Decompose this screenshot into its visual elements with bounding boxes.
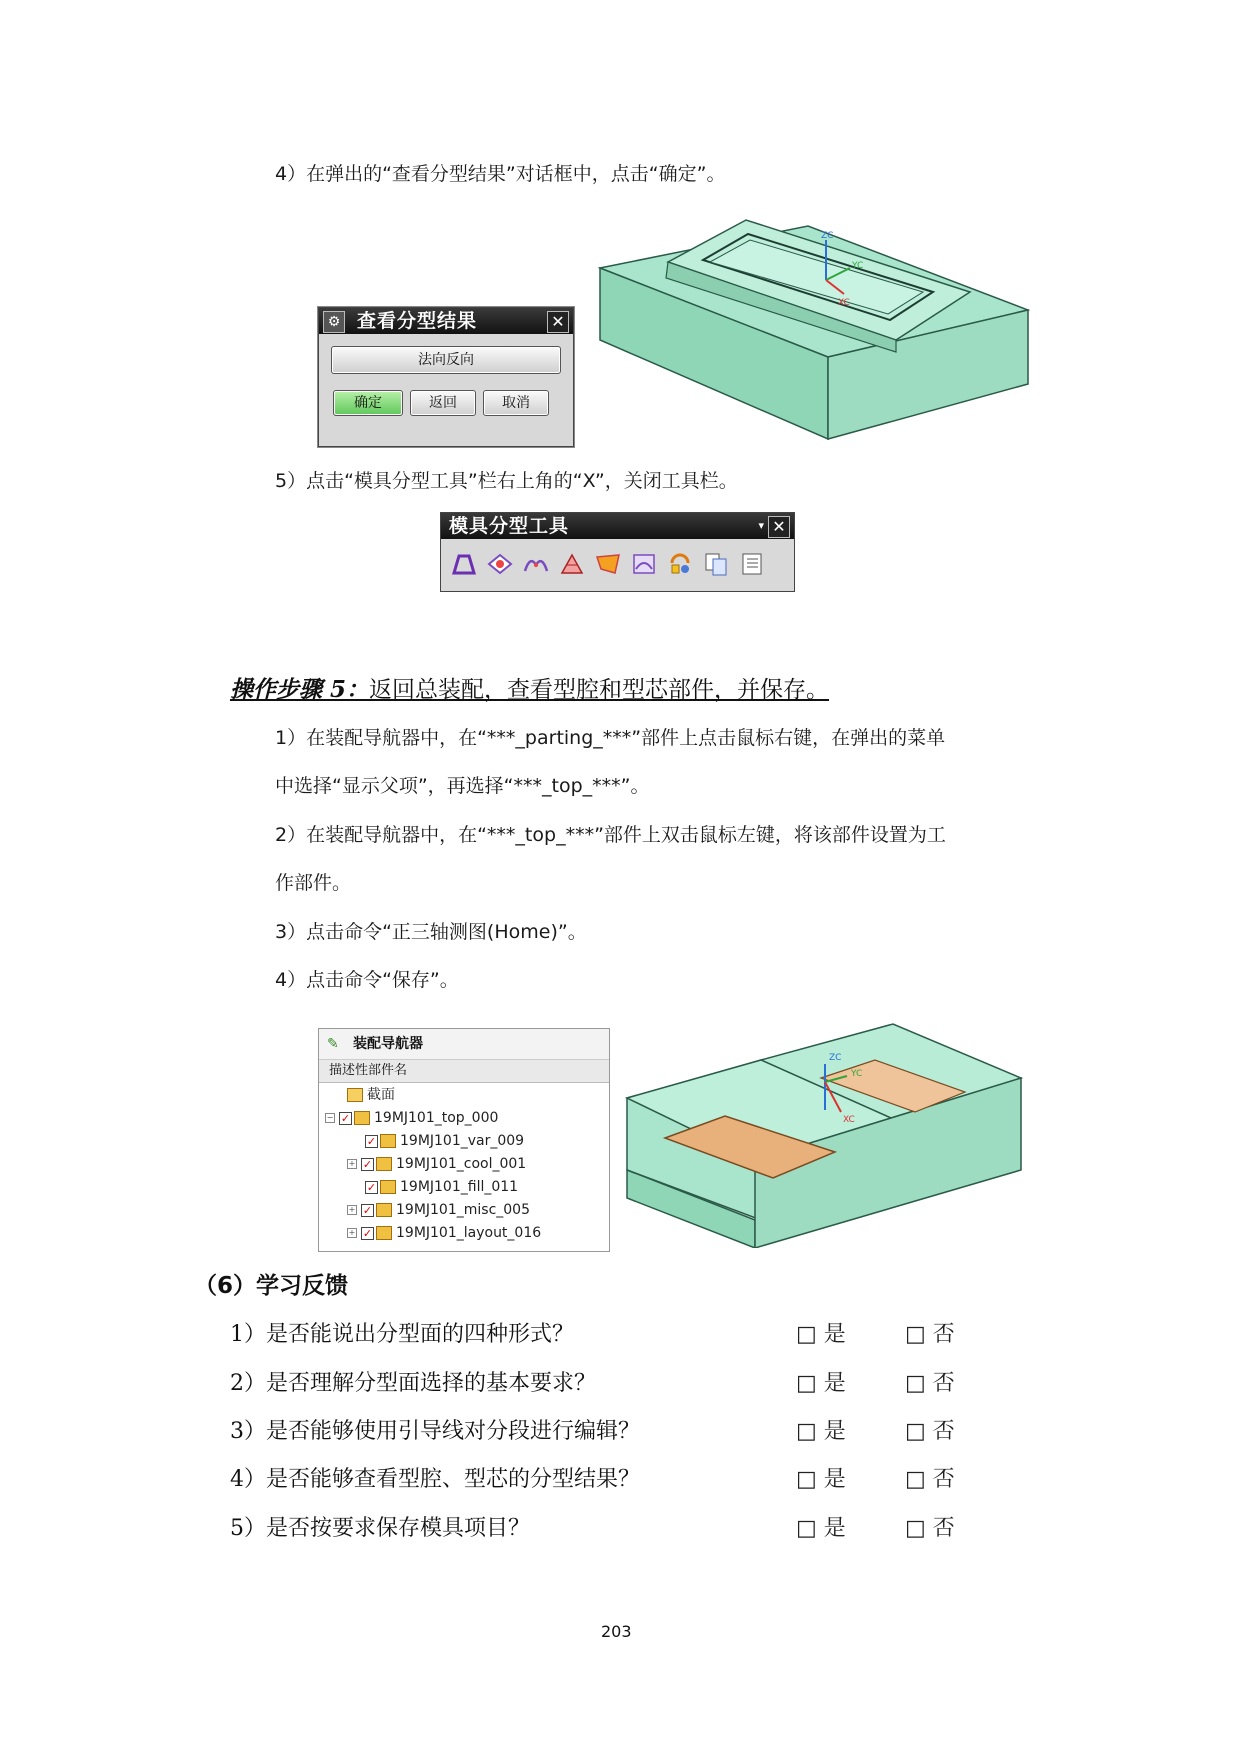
- tree-item-label: 19MJ101_fill_011: [400, 1179, 519, 1195]
- patch-surface-icon[interactable]: [559, 551, 585, 577]
- checkbox-icon[interactable]: ✓: [340, 1111, 351, 1125]
- op5-item-1b: 中选择“显示父项”，再选择“***_top_***”。: [275, 775, 650, 797]
- zc-label: ZC: [829, 1053, 842, 1063]
- yc-label: YC: [851, 1069, 863, 1079]
- no-checkbox[interactable]: □ 否: [905, 1516, 955, 1541]
- yes-checkbox[interactable]: □ 是: [796, 1516, 846, 1541]
- operation-step-label: 操作步骤 5：: [230, 676, 370, 703]
- region-icon[interactable]: [487, 551, 513, 577]
- dialog-titlebar: [319, 308, 573, 334]
- column-header[interactable]: 描述性部件名: [319, 1060, 609, 1083]
- step-5-text: 5）点击“模具分型工具”栏右上角的“X”，关闭工具栏。: [275, 470, 738, 492]
- toolbar-titlebar: [441, 513, 794, 539]
- close-icon[interactable]: ✕: [547, 311, 569, 333]
- tree-item[interactable]: [365, 1176, 518, 1198]
- part-icon: [380, 1134, 396, 1148]
- tree-item[interactable]: [365, 1130, 524, 1152]
- navigator-header: [319, 1029, 609, 1060]
- tree-section[interactable]: [347, 1084, 395, 1106]
- feedback-question-5: 5）是否按要求保存模具项目？: [230, 1516, 530, 1541]
- feedback-question-3: 3）是否能够使用引导线对分段进行编辑？: [230, 1419, 640, 1444]
- op5-item-2b: 作部件。: [275, 872, 352, 894]
- tree-item-label: 19MJ101_layout_016: [396, 1225, 542, 1241]
- yes-checkbox[interactable]: □ 是: [796, 1419, 846, 1444]
- toolbar-title: 模具分型工具: [449, 515, 570, 537]
- extract-region-icon[interactable]: [595, 551, 621, 577]
- tree-item[interactable]: [347, 1153, 526, 1175]
- list-icon[interactable]: [739, 551, 765, 577]
- segment-icon[interactable]: [523, 551, 549, 577]
- collapse-icon[interactable]: −: [326, 1113, 334, 1122]
- page-number: 203: [601, 1622, 632, 1641]
- dialog-title: 查看分型结果: [357, 310, 478, 332]
- tree-item-label: 19MJ101_top_000: [374, 1110, 499, 1126]
- parting-line-icon[interactable]: [451, 551, 477, 577]
- yc-label: YC: [852, 261, 864, 271]
- zc-label: ZC: [821, 231, 834, 241]
- ok-button[interactable]: 确定: [333, 390, 403, 416]
- define-surface-icon[interactable]: [631, 551, 657, 577]
- back-button[interactable]: 返回: [410, 390, 476, 416]
- cavity-core-icon[interactable]: [667, 551, 693, 577]
- operation-step-5: [230, 675, 829, 705]
- tree-item-label: 19MJ101_var_009: [400, 1133, 525, 1149]
- folder-icon: [347, 1088, 363, 1102]
- step-4-text: 4）在弹出的“查看分型结果”对话框中，点击“确定”。: [275, 163, 726, 185]
- tree-item[interactable]: [347, 1199, 530, 1221]
- reverse-normal-button[interactable]: 法向反向: [331, 346, 561, 374]
- cancel-button[interactable]: 取消: [483, 390, 549, 416]
- no-checkbox[interactable]: □ 否: [905, 1467, 955, 1492]
- op5-item-1a: 1）在装配导航器中，在“***_parting_***”部件上点击鼠标右键，在弹出的菜单: [275, 727, 946, 749]
- tree-item-label: 19MJ101_misc_005: [396, 1202, 530, 1218]
- copy-icon[interactable]: [703, 551, 729, 577]
- gear-icon[interactable]: ⚙: [323, 311, 345, 333]
- tree-item[interactable]: [347, 1222, 541, 1244]
- feedback-question-4: 4）是否能够查看型腔、型芯的分型结果？: [230, 1467, 640, 1492]
- expand-icon[interactable]: +: [348, 1159, 356, 1168]
- yes-checkbox[interactable]: □ 是: [796, 1371, 846, 1396]
- feedback-heading: （6）学习反馈: [194, 1273, 349, 1299]
- assembly-navigator: [318, 1028, 610, 1252]
- mold-parting-toolbar: [440, 512, 795, 592]
- yes-checkbox[interactable]: □ 是: [796, 1467, 846, 1492]
- assembly-icon: [354, 1111, 370, 1125]
- op5-item-3: 3）点击命令“正三轴测图(Home)”。: [275, 921, 587, 943]
- checkbox-icon[interactable]: ✓: [362, 1203, 373, 1217]
- yes-checkbox[interactable]: □ 是: [796, 1322, 846, 1347]
- assembly-icon: [376, 1157, 392, 1171]
- dropdown-icon[interactable]: ▾: [758, 519, 764, 532]
- mold-model-view-2: [625, 1020, 1025, 1248]
- navigator-title: 装配导航器: [353, 1036, 423, 1052]
- close-icon[interactable]: ✕: [768, 516, 790, 538]
- feedback-question-2: 2）是否理解分型面选择的基本要求？: [230, 1371, 596, 1396]
- view-parting-result-dialog: [318, 307, 574, 447]
- no-checkbox[interactable]: □ 否: [905, 1371, 955, 1396]
- tree-item-top[interactable]: [325, 1107, 498, 1129]
- assembly-icon: [376, 1203, 392, 1217]
- checkbox-icon[interactable]: ✓: [362, 1226, 373, 1240]
- checkbox-icon[interactable]: ✓: [362, 1157, 373, 1171]
- xc-label: XC: [843, 1115, 855, 1125]
- mold-model-view-1: [598, 212, 1030, 444]
- checkbox-icon[interactable]: ✓: [366, 1180, 377, 1194]
- no-checkbox[interactable]: □ 否: [905, 1419, 955, 1444]
- expand-icon[interactable]: +: [348, 1228, 356, 1237]
- xc-label: XC: [838, 298, 850, 308]
- operation-step-title: 返回总装配，查看型腔和型芯部件，并保存。: [369, 677, 830, 703]
- assembly-icon: [376, 1226, 392, 1240]
- op5-item-4: 4）点击命令“保存”。: [275, 969, 459, 991]
- part-icon: [380, 1180, 396, 1194]
- tree-item-label: 19MJ101_cool_001: [396, 1156, 527, 1172]
- expand-icon[interactable]: +: [348, 1205, 356, 1214]
- op5-item-2a: 2）在装配导航器中，在“***_top_***”部件上双击鼠标左键，将该部件设置为工: [275, 824, 946, 846]
- navigator-icon: ✎: [327, 1036, 339, 1052]
- feedback-question-1: 1）是否能说出分型面的四种形式？: [230, 1322, 574, 1347]
- no-checkbox[interactable]: □ 否: [905, 1322, 955, 1347]
- section-label: 截面: [367, 1087, 395, 1103]
- checkbox-icon[interactable]: ✓: [366, 1134, 377, 1148]
